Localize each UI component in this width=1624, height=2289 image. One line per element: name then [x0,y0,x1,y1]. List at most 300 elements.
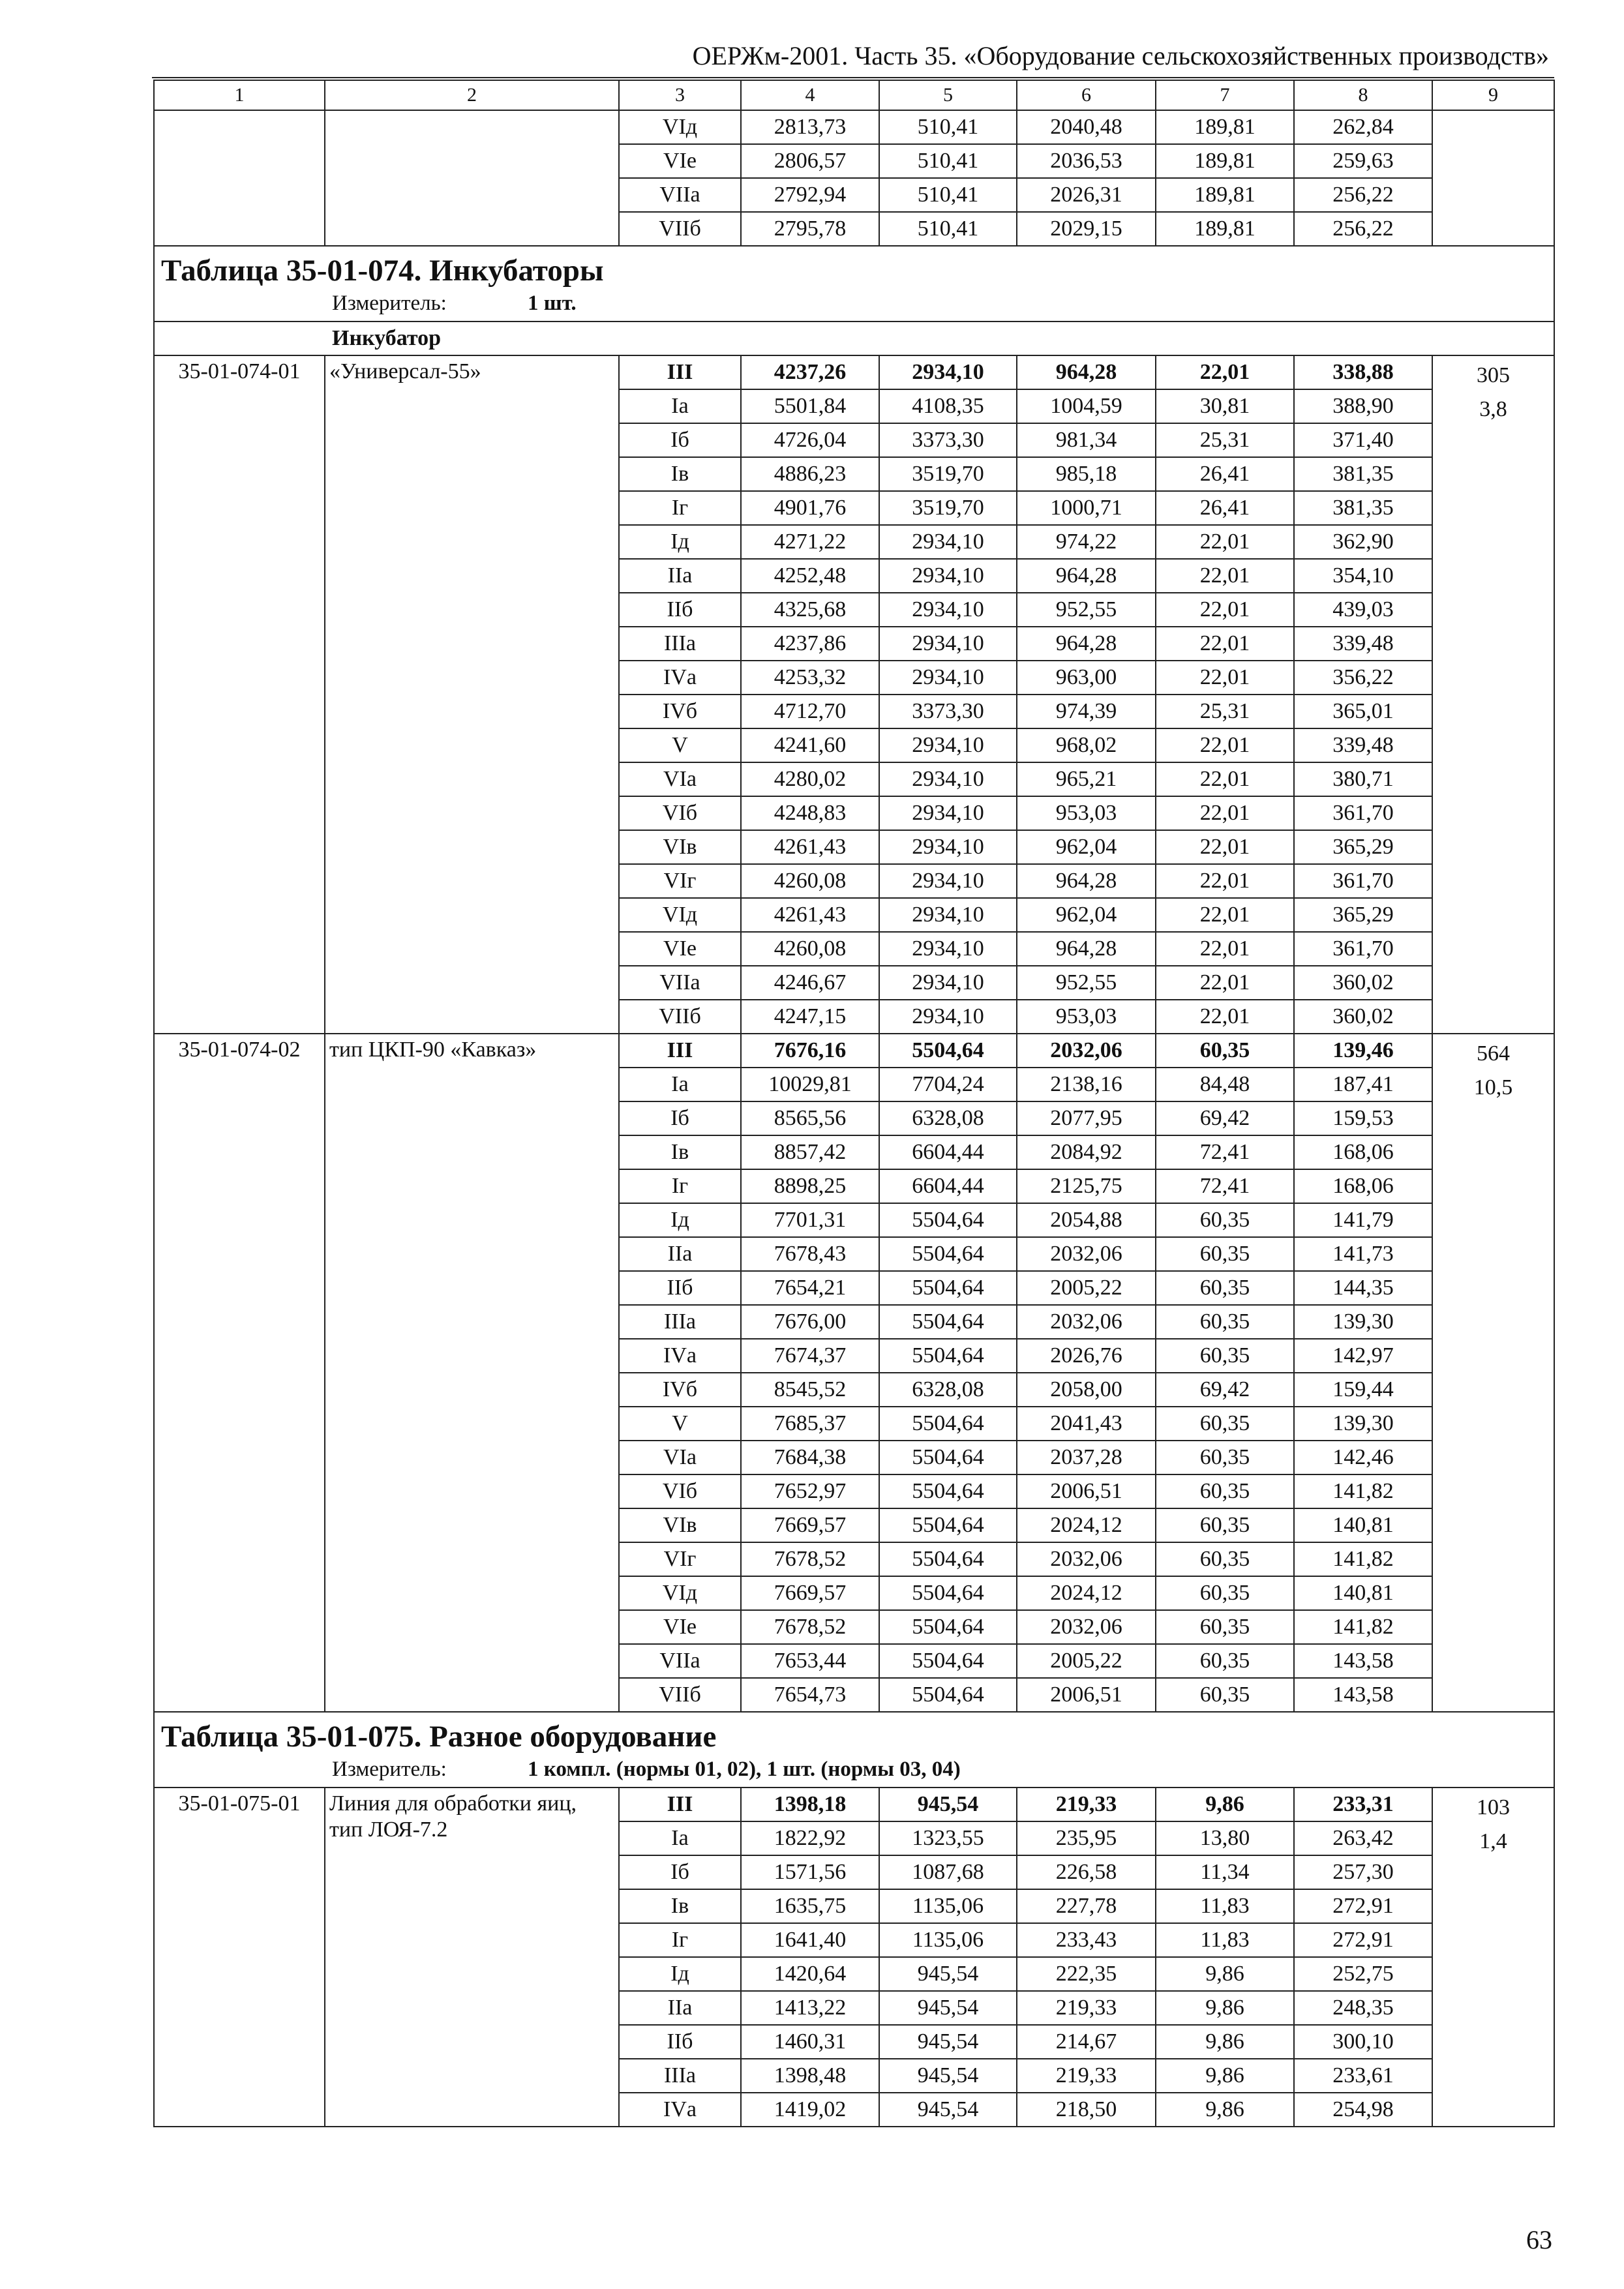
value-cell: 2934,10 [879,898,1017,932]
value-cell: 22,01 [1156,728,1294,762]
col9-values [1432,355,1554,1034]
value-cell: 7674,37 [741,1339,879,1373]
col9-value: 103 [1477,1795,1510,1819]
value-cell: 2934,10 [879,796,1017,830]
value-cell: 22,01 [1156,559,1294,593]
norm-name: Линия для обработки яиц, тип ЛОЯ-7.2 [325,1788,619,2127]
value-cell: 371,40 [1294,423,1432,457]
zone-cell: Iд [619,1203,741,1237]
value-cell: 338,88 [1294,355,1432,389]
zone-cell: III [619,355,741,389]
value-cell: 139,30 [1294,1305,1432,1339]
value-cell: 5504,64 [879,1271,1017,1305]
value-cell: 2054,88 [1017,1203,1156,1237]
value-cell: 5504,64 [879,1508,1017,1542]
value-cell: 2005,22 [1017,1644,1156,1678]
value-cell: 4260,08 [741,932,879,966]
value-cell: 3373,30 [879,423,1017,457]
value-cell: 218,50 [1017,2093,1156,2127]
rates-table-body [154,80,1554,2127]
column-number: 9 [1432,80,1554,110]
column-number: 8 [1294,80,1432,110]
zone-cell: IVа [619,661,741,695]
subheader-label: Инкубатор [154,322,1554,355]
zone-cell: Iб [619,1101,741,1135]
column-number: 6 [1017,80,1156,110]
value-cell: 2934,10 [879,355,1017,389]
zone-cell: VIIа [619,966,741,1000]
section-row [154,1712,1554,1788]
zone-cell: Iа [619,1068,741,1101]
value-cell: 381,35 [1294,491,1432,525]
column-number-row [154,80,1554,110]
measure-value: 1 компл. (нормы 01, 02), 1 шт. (нормы 03, 04) [528,1758,961,1781]
zone-cell: VIа [619,1441,741,1474]
value-cell: 7652,97 [741,1474,879,1508]
value-cell: 142,97 [1294,1339,1432,1373]
value-cell: 1641,40 [741,1923,879,1957]
zone-cell: Iг [619,1169,741,1203]
norm-code: 35-01-074-02 [154,1034,325,1712]
value-cell: 7684,38 [741,1441,879,1474]
value-cell: 10029,81 [741,1068,879,1101]
value-cell: 945,54 [879,1991,1017,2025]
value-cell: 4248,83 [741,796,879,830]
value-cell: 4325,68 [741,593,879,627]
value-cell: 439,03 [1294,593,1432,627]
value-cell: 2006,51 [1017,1474,1156,1508]
zone-cell: IVб [619,1373,741,1407]
table-row [154,355,1554,389]
col9-values [1432,1034,1554,1712]
value-cell: 964,28 [1017,355,1156,389]
value-cell: 262,84 [1294,110,1432,144]
norm-code: 35-01-074-01 [154,355,325,1034]
zone-cell: Iв [619,1135,741,1169]
section-heading [154,246,1554,322]
value-cell: 248,35 [1294,1991,1432,2025]
header-rule [152,77,1554,78]
zone-cell: VIIб [619,212,741,246]
value-cell: 361,70 [1294,796,1432,830]
value-cell: 60,35 [1156,1678,1294,1712]
value-cell: 1398,18 [741,1788,879,1821]
value-cell: 13,80 [1156,1821,1294,1855]
value-cell: 365,29 [1294,898,1432,932]
value-cell: 1413,22 [741,1991,879,2025]
value-cell: 2795,78 [741,212,879,246]
zone-cell: III [619,1034,741,1068]
value-cell: 4252,48 [741,559,879,593]
value-cell: 7669,57 [741,1508,879,1542]
value-cell: 968,02 [1017,728,1156,762]
value-cell: 140,81 [1294,1576,1432,1610]
value-cell: 5504,64 [879,1678,1017,1712]
value-cell: 2934,10 [879,864,1017,898]
value-cell: 60,35 [1156,1237,1294,1271]
value-cell: 72,41 [1156,1169,1294,1203]
value-cell: 3519,70 [879,457,1017,491]
value-cell: 362,90 [1294,525,1432,559]
zone-cell: Iб [619,1855,741,1889]
value-cell: 235,95 [1017,1821,1156,1855]
table-row [154,110,1554,144]
value-cell: 963,00 [1017,661,1156,695]
value-cell: 22,01 [1156,661,1294,695]
value-cell: 60,35 [1156,1305,1294,1339]
value-cell: 964,28 [1017,864,1156,898]
value-cell: 4261,43 [741,830,879,864]
value-cell: 5504,64 [879,1237,1017,1271]
norm-name: «Универсал-55» [325,355,619,1034]
column-number: 4 [741,80,879,110]
value-cell: 26,41 [1156,491,1294,525]
value-cell: 962,04 [1017,898,1156,932]
value-cell: 7676,16 [741,1034,879,1068]
value-cell: 2024,12 [1017,1576,1156,1610]
value-cell: 7685,37 [741,1407,879,1441]
value-cell: 1822,92 [741,1821,879,1855]
value-cell: 356,22 [1294,661,1432,695]
value-cell: 60,35 [1156,1034,1294,1068]
section-title: Таблица 35-01-075. Разное оборудование [161,1720,717,1754]
value-cell: 143,58 [1294,1644,1432,1678]
value-cell: 7654,21 [741,1271,879,1305]
value-cell: 25,31 [1156,423,1294,457]
value-cell: 360,02 [1294,966,1432,1000]
section-heading [154,1712,1554,1788]
value-cell: 22,01 [1156,627,1294,661]
measure-label: Измеритель: [332,292,447,315]
value-cell: 9,86 [1156,1788,1294,1821]
value-cell: 233,43 [1017,1923,1156,1957]
value-cell: 1004,59 [1017,389,1156,423]
value-cell: 3519,70 [879,491,1017,525]
zone-cell: VIIа [619,178,741,212]
value-cell: 2792,94 [741,178,879,212]
value-cell: 1420,64 [741,1957,879,1991]
value-cell: 8857,42 [741,1135,879,1169]
value-cell: 22,01 [1156,762,1294,796]
value-cell: 22,01 [1156,525,1294,559]
norm-name [325,110,619,246]
value-cell: 380,71 [1294,762,1432,796]
value-cell: 84,48 [1156,1068,1294,1101]
value-cell: 233,31 [1294,1788,1432,1821]
value-cell: 4886,23 [741,457,879,491]
zone-cell: Iв [619,457,741,491]
value-cell: 189,81 [1156,144,1294,178]
value-cell: 2036,53 [1017,144,1156,178]
value-cell: 2029,15 [1017,212,1156,246]
measure-line [161,290,1547,317]
value-cell: 219,33 [1017,1788,1156,1821]
column-number: 2 [325,80,619,110]
value-cell: 510,41 [879,178,1017,212]
value-cell: 60,35 [1156,1610,1294,1644]
value-cell: 222,35 [1017,1957,1156,1991]
value-cell: 272,91 [1294,1923,1432,1957]
column-number: 1 [154,80,325,110]
value-cell: 985,18 [1017,457,1156,491]
value-cell: 339,48 [1294,728,1432,762]
value-cell: 5504,64 [879,1407,1017,1441]
value-cell: 144,35 [1294,1271,1432,1305]
value-cell: 141,79 [1294,1203,1432,1237]
value-cell: 22,01 [1156,1000,1294,1034]
value-cell: 4261,43 [741,898,879,932]
value-cell: 1460,31 [741,2025,879,2059]
value-cell: 945,54 [879,2093,1017,2127]
value-cell: 2032,06 [1017,1034,1156,1068]
value-cell: 11,34 [1156,1855,1294,1889]
value-cell: 9,86 [1156,2093,1294,2127]
value-cell: 22,01 [1156,355,1294,389]
value-cell: 139,30 [1294,1407,1432,1441]
table-row [154,1034,1554,1068]
value-cell: 7678,43 [741,1237,879,1271]
zone-cell: IIа [619,1237,741,1271]
value-cell: 60,35 [1156,1576,1294,1610]
value-cell: 2026,76 [1017,1339,1156,1373]
value-cell: 2037,28 [1017,1441,1156,1474]
value-cell: 22,01 [1156,932,1294,966]
value-cell: 11,83 [1156,1923,1294,1957]
zone-cell: IIб [619,1271,741,1305]
value-cell: 9,86 [1156,1957,1294,1991]
zone-cell: III [619,1788,741,1821]
value-cell: 2077,95 [1017,1101,1156,1135]
value-cell: 2024,12 [1017,1508,1156,1542]
value-cell: 219,33 [1017,2059,1156,2093]
value-cell: 4108,35 [879,389,1017,423]
value-cell: 361,70 [1294,864,1432,898]
value-cell: 214,67 [1017,2025,1156,2059]
value-cell: 4726,04 [741,423,879,457]
zone-cell: VIд [619,898,741,932]
value-cell: 25,31 [1156,695,1294,728]
value-cell: 388,90 [1294,389,1432,423]
value-cell: 2125,75 [1017,1169,1156,1203]
zone-cell: V [619,728,741,762]
zone-cell: VIб [619,1474,741,1508]
value-cell: 22,01 [1156,966,1294,1000]
value-cell: 2934,10 [879,661,1017,695]
value-cell: 272,91 [1294,1889,1432,1923]
value-cell: 141,82 [1294,1610,1432,1644]
zone-cell: Iб [619,423,741,457]
value-cell: 2026,31 [1017,178,1156,212]
value-cell: 2806,57 [741,144,879,178]
value-cell: 60,35 [1156,1508,1294,1542]
value-cell: 22,01 [1156,898,1294,932]
value-cell: 8898,25 [741,1169,879,1203]
value-cell: 168,06 [1294,1169,1432,1203]
value-cell: 6604,44 [879,1135,1017,1169]
value-cell: 2934,10 [879,1000,1017,1034]
zone-cell: VIIб [619,1000,741,1034]
value-cell: 141,73 [1294,1237,1432,1271]
value-cell: 952,55 [1017,593,1156,627]
value-cell: 5504,64 [879,1203,1017,1237]
zone-cell: VIв [619,1508,741,1542]
column-number: 3 [619,80,741,110]
value-cell: 962,04 [1017,830,1156,864]
zone-cell: VIе [619,144,741,178]
col9-value: 3,8 [1479,397,1507,421]
value-cell: 7704,24 [879,1068,1017,1101]
value-cell: 3373,30 [879,695,1017,728]
value-cell: 2934,10 [879,762,1017,796]
measure-line [161,1756,1547,1783]
value-cell: 4260,08 [741,864,879,898]
value-cell: 361,70 [1294,932,1432,966]
value-cell: 2058,00 [1017,1373,1156,1407]
value-cell: 141,82 [1294,1474,1432,1508]
value-cell: 5504,64 [879,1034,1017,1068]
value-cell: 72,41 [1156,1135,1294,1169]
column-number: 5 [879,80,1017,110]
value-cell: 7653,44 [741,1644,879,1678]
value-cell: 2032,06 [1017,1305,1156,1339]
value-cell: 9,86 [1156,2025,1294,2059]
value-cell: 360,02 [1294,1000,1432,1034]
value-cell: 5504,64 [879,1644,1017,1678]
value-cell: 5504,64 [879,1441,1017,1474]
value-cell: 69,42 [1156,1101,1294,1135]
value-cell: 981,34 [1017,423,1156,457]
norm-code: 35-01-075-01 [154,1788,325,2127]
value-cell: 510,41 [879,144,1017,178]
value-cell: 5504,64 [879,1576,1017,1610]
value-cell: 189,81 [1156,110,1294,144]
zone-cell: V [619,1407,741,1441]
value-cell: 5504,64 [879,1542,1017,1576]
value-cell: 7676,00 [741,1305,879,1339]
value-cell: 4237,26 [741,355,879,389]
value-cell: 2934,10 [879,728,1017,762]
zone-cell: VIд [619,110,741,144]
value-cell: 2005,22 [1017,1271,1156,1305]
value-cell: 168,06 [1294,1135,1432,1169]
zone-cell: IIб [619,593,741,627]
value-cell: 2032,06 [1017,1610,1156,1644]
value-cell: 254,98 [1294,2093,1432,2127]
value-cell: 60,35 [1156,1339,1294,1373]
col9-values [1432,110,1554,246]
value-cell: 2813,73 [741,110,879,144]
value-cell: 189,81 [1156,212,1294,246]
value-cell: 1419,02 [741,2093,879,2127]
value-cell: 1087,68 [879,1855,1017,1889]
value-cell: 1635,75 [741,1889,879,1923]
value-cell: 30,81 [1156,389,1294,423]
measure-label: Измеритель: [332,1758,447,1781]
value-cell: 2006,51 [1017,1678,1156,1712]
value-cell: 140,81 [1294,1508,1432,1542]
measure-value: 1 шт. [528,292,577,315]
value-cell: 2040,48 [1017,110,1156,144]
value-cell: 510,41 [879,110,1017,144]
zone-cell: Iа [619,1821,741,1855]
value-cell: 381,35 [1294,457,1432,491]
value-cell: 365,01 [1294,695,1432,728]
value-cell: 6328,08 [879,1101,1017,1135]
value-cell: 141,82 [1294,1542,1432,1576]
value-cell: 2032,06 [1017,1237,1156,1271]
value-cell: 22,01 [1156,593,1294,627]
value-cell: 11,83 [1156,1889,1294,1923]
section-title: Таблица 35-01-074. Инкубаторы [161,254,604,288]
zone-cell: VIд [619,1576,741,1610]
value-cell: 300,10 [1294,2025,1432,2059]
value-cell: 8545,52 [741,1373,879,1407]
value-cell: 5504,64 [879,1339,1017,1373]
value-cell: 2934,10 [879,966,1017,1000]
value-cell: 7678,52 [741,1542,879,1576]
value-cell: 139,46 [1294,1034,1432,1068]
rates-table [153,80,1555,2127]
value-cell: 60,35 [1156,1203,1294,1237]
value-cell: 233,61 [1294,2059,1432,2093]
zone-cell: Iа [619,389,741,423]
value-cell: 964,28 [1017,627,1156,661]
value-cell: 159,53 [1294,1101,1432,1135]
value-cell: 6328,08 [879,1373,1017,1407]
value-cell: 5504,64 [879,1305,1017,1339]
zone-cell: VIIа [619,1644,741,1678]
value-cell: 945,54 [879,2059,1017,2093]
zone-cell: IIIа [619,1305,741,1339]
value-cell: 945,54 [879,2025,1017,2059]
value-cell: 2138,16 [1017,1068,1156,1101]
value-cell: 1323,55 [879,1821,1017,1855]
value-cell: 9,86 [1156,2059,1294,2093]
value-cell: 8565,56 [741,1101,879,1135]
column-number: 7 [1156,80,1294,110]
value-cell: 4246,67 [741,966,879,1000]
value-cell: 4247,15 [741,1000,879,1034]
value-cell: 2934,10 [879,559,1017,593]
value-cell: 142,46 [1294,1441,1432,1474]
zone-cell: VIе [619,1610,741,1644]
value-cell: 4280,02 [741,762,879,796]
value-cell: 60,35 [1156,1441,1294,1474]
value-cell: 2032,06 [1017,1542,1156,1576]
value-cell: 226,58 [1017,1855,1156,1889]
value-cell: 60,35 [1156,1644,1294,1678]
value-cell: 227,78 [1017,1889,1156,1923]
value-cell: 2934,10 [879,830,1017,864]
value-cell: 964,28 [1017,559,1156,593]
value-cell: 60,35 [1156,1407,1294,1441]
zone-cell: VIг [619,1542,741,1576]
value-cell: 2041,43 [1017,1407,1156,1441]
col9-value: 1,4 [1479,1829,1507,1853]
value-cell: 4712,70 [741,695,879,728]
value-cell: 252,75 [1294,1957,1432,1991]
value-cell: 60,35 [1156,1542,1294,1576]
value-cell: 1000,71 [1017,491,1156,525]
col9-values [1432,1788,1554,2127]
zone-cell: VIб [619,796,741,830]
value-cell: 945,54 [879,1957,1017,1991]
table-row [154,1788,1554,1821]
value-cell: 22,01 [1156,796,1294,830]
value-cell: 69,42 [1156,1373,1294,1407]
zone-cell: Iг [619,491,741,525]
value-cell: 2934,10 [879,593,1017,627]
